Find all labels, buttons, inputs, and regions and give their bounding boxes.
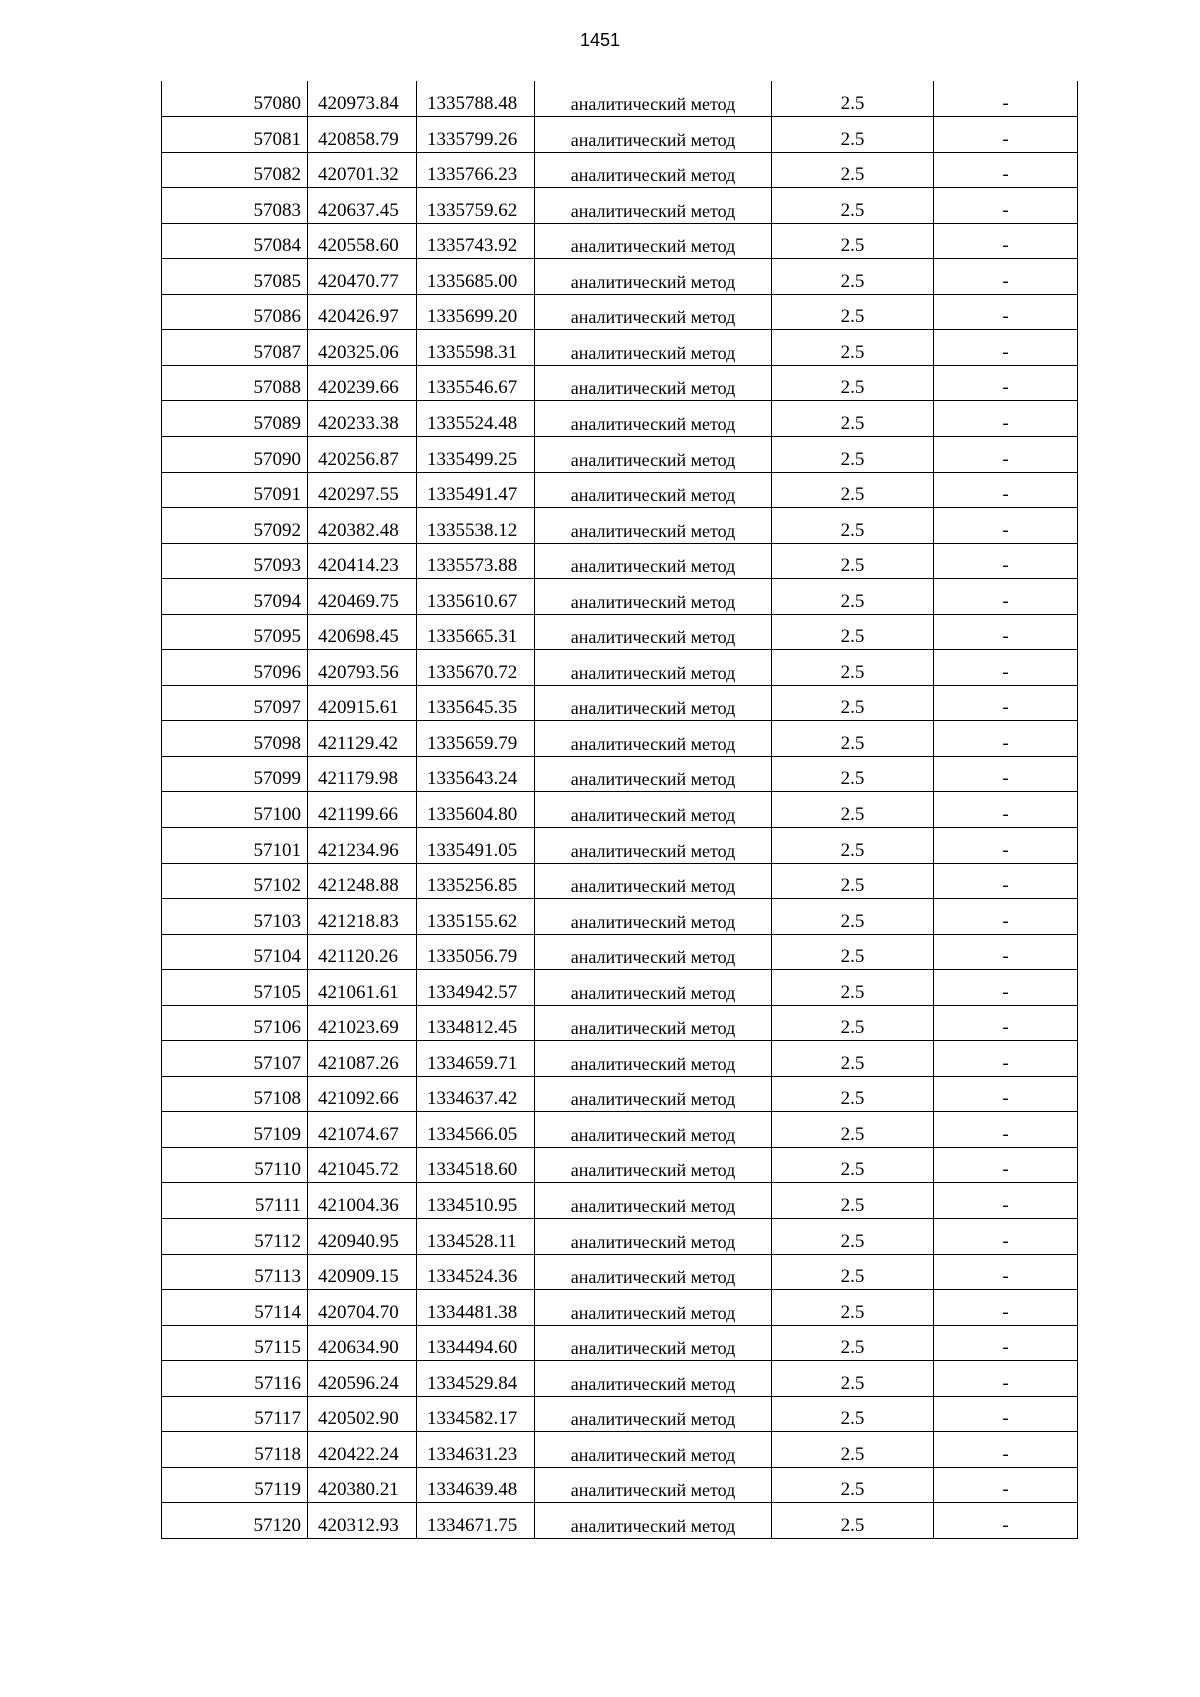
method-cell: аналитический метод [535,863,772,899]
x-coordinate-cell: 420701.32 [308,152,417,188]
method-cell: аналитический метод [535,650,772,686]
x-coordinate-cell: 420426.97 [308,294,417,330]
accuracy-cell: 2.5 [772,721,934,757]
accuracy-cell: 2.5 [772,294,934,330]
table-row [162,330,1078,366]
point-number-cell: 57093 [162,543,308,579]
method-cell: аналитический метод [535,543,772,579]
accuracy-cell: 2.5 [772,899,934,935]
x-coordinate-cell: 420909.15 [308,1254,417,1290]
y-coordinate-cell: 1335743.92 [417,223,535,259]
point-number-cell: 57097 [162,685,308,721]
point-number-cell: 57084 [162,223,308,259]
point-number-cell: 57102 [162,863,308,899]
table-row [162,1183,1078,1219]
method-cell: аналитический метод [535,259,772,295]
table-row [162,756,1078,792]
method-cell: аналитический метод [535,1361,772,1397]
point-number-cell: 57094 [162,579,308,615]
table-row [162,188,1078,224]
note-cell: - [934,579,1078,615]
table-row [162,792,1078,828]
table-row [162,1112,1078,1148]
table-row [162,1467,1078,1503]
method-cell: аналитический метод [535,685,772,721]
accuracy-cell: 2.5 [772,152,934,188]
method-cell: аналитический метод [535,365,772,401]
x-coordinate-cell: 420915.61 [308,685,417,721]
x-coordinate-cell: 421120.26 [308,934,417,970]
x-coordinate-cell: 420325.06 [308,330,417,366]
y-coordinate-cell: 1335491.05 [417,827,535,863]
note-cell: - [934,1432,1078,1468]
note-cell: - [934,970,1078,1006]
table-row [162,1005,1078,1041]
method-cell: аналитический метод [535,1183,772,1219]
point-number-cell: 57085 [162,259,308,295]
note-cell: - [934,1041,1078,1077]
point-number-cell: 57100 [162,792,308,828]
x-coordinate-cell: 420469.75 [308,579,417,615]
note-cell: - [934,330,1078,366]
method-cell: аналитический метод [535,152,772,188]
note-cell: - [934,223,1078,259]
x-coordinate-cell: 421129.42 [308,721,417,757]
x-coordinate-cell: 420793.56 [308,650,417,686]
accuracy-cell: 2.5 [772,1361,934,1397]
point-number-cell: 57095 [162,614,308,650]
y-coordinate-cell: 1335685.00 [417,259,535,295]
accuracy-cell: 2.5 [772,436,934,472]
method-cell: аналитический метод [535,1005,772,1041]
accuracy-cell: 2.5 [772,188,934,224]
point-number-cell: 57090 [162,436,308,472]
y-coordinate-cell: 1335643.24 [417,756,535,792]
y-coordinate-cell: 1335604.80 [417,792,535,828]
point-number-cell: 57106 [162,1005,308,1041]
y-coordinate-cell: 1335645.35 [417,685,535,721]
accuracy-cell: 2.5 [772,863,934,899]
table-row [162,259,1078,295]
x-coordinate-cell: 420558.60 [308,223,417,259]
note-cell: - [934,863,1078,899]
accuracy-cell: 2.5 [772,365,934,401]
point-number-cell: 57108 [162,1076,308,1112]
y-coordinate-cell: 1335538.12 [417,508,535,544]
y-coordinate-cell: 1335610.67 [417,579,535,615]
note-cell: - [934,614,1078,650]
method-cell: аналитический метод [535,1503,772,1539]
accuracy-cell: 2.5 [772,1219,934,1255]
table-row [162,899,1078,935]
table-row [162,365,1078,401]
note-cell: - [934,899,1078,935]
accuracy-cell: 2.5 [772,792,934,828]
table-row [162,508,1078,544]
method-cell: аналитический метод [535,1112,772,1148]
y-coordinate-cell: 1335659.79 [417,721,535,757]
x-coordinate-cell: 420382.48 [308,508,417,544]
table-row [162,472,1078,508]
table-row [162,614,1078,650]
accuracy-cell: 2.5 [772,81,934,117]
point-number-cell: 57082 [162,152,308,188]
x-coordinate-cell: 421179.98 [308,756,417,792]
y-coordinate-cell: 1335155.62 [417,899,535,935]
accuracy-cell: 2.5 [772,401,934,437]
y-coordinate-cell: 1334518.60 [417,1147,535,1183]
x-coordinate-cell: 420297.55 [308,472,417,508]
y-coordinate-cell: 1334671.75 [417,1503,535,1539]
accuracy-cell: 2.5 [772,472,934,508]
point-number-cell: 57116 [162,1361,308,1397]
table-row [162,721,1078,757]
y-coordinate-cell: 1335665.31 [417,614,535,650]
accuracy-cell: 2.5 [772,1076,934,1112]
method-cell: аналитический метод [535,899,772,935]
point-number-cell: 57088 [162,365,308,401]
accuracy-cell: 2.5 [772,1254,934,1290]
method-cell: аналитический метод [535,756,772,792]
x-coordinate-cell: 421199.66 [308,792,417,828]
point-number-cell: 57118 [162,1432,308,1468]
point-number-cell: 57092 [162,508,308,544]
x-coordinate-cell: 420858.79 [308,117,417,153]
method-cell: аналитический метод [535,401,772,437]
table-row [162,1076,1078,1112]
note-cell: - [934,294,1078,330]
point-number-cell: 57080 [162,81,308,117]
point-number-cell: 57087 [162,330,308,366]
method-cell: аналитический метод [535,472,772,508]
table-row [162,1041,1078,1077]
method-cell: аналитический метод [535,1147,772,1183]
method-cell: аналитический метод [535,1219,772,1255]
point-number-cell: 57099 [162,756,308,792]
table-row [162,223,1078,259]
table-row [162,1219,1078,1255]
accuracy-cell: 2.5 [772,1503,934,1539]
point-number-cell: 57115 [162,1325,308,1361]
y-coordinate-cell: 1335759.62 [417,188,535,224]
y-coordinate-cell: 1334510.95 [417,1183,535,1219]
accuracy-cell: 2.5 [772,1005,934,1041]
table-row [162,1396,1078,1432]
x-coordinate-cell: 421248.88 [308,863,417,899]
note-cell: - [934,1219,1078,1255]
y-coordinate-cell: 1334494.60 [417,1325,535,1361]
note-cell: - [934,472,1078,508]
table-row [162,1254,1078,1290]
table-row [162,152,1078,188]
accuracy-cell: 2.5 [772,330,934,366]
x-coordinate-cell: 420634.90 [308,1325,417,1361]
accuracy-cell: 2.5 [772,117,934,153]
note-cell: - [934,365,1078,401]
table-row [162,436,1078,472]
table-row [162,1361,1078,1397]
x-coordinate-cell: 421045.72 [308,1147,417,1183]
method-cell: аналитический метод [535,970,772,1006]
note-cell: - [934,1254,1078,1290]
note-cell: - [934,685,1078,721]
note-cell: - [934,934,1078,970]
note-cell: - [934,650,1078,686]
method-cell: аналитический метод [535,934,772,970]
accuracy-cell: 2.5 [772,614,934,650]
accuracy-cell: 2.5 [772,756,934,792]
y-coordinate-cell: 1334529.84 [417,1361,535,1397]
table-row [162,650,1078,686]
x-coordinate-cell: 420414.23 [308,543,417,579]
point-number-cell: 57098 [162,721,308,757]
note-cell: - [934,81,1078,117]
point-number-cell: 57101 [162,827,308,863]
method-cell: аналитический метод [535,1041,772,1077]
point-number-cell: 57110 [162,1147,308,1183]
x-coordinate-cell: 420973.84 [308,81,417,117]
accuracy-cell: 2.5 [772,1183,934,1219]
y-coordinate-cell: 1334659.71 [417,1041,535,1077]
x-coordinate-cell: 421061.61 [308,970,417,1006]
point-number-cell: 57111 [162,1183,308,1219]
x-coordinate-cell: 420470.77 [308,259,417,295]
x-coordinate-cell: 420637.45 [308,188,417,224]
y-coordinate-cell: 1334582.17 [417,1396,535,1432]
accuracy-cell: 2.5 [772,934,934,970]
note-cell: - [934,152,1078,188]
x-coordinate-cell: 420704.70 [308,1290,417,1326]
accuracy-cell: 2.5 [772,1112,934,1148]
point-number-cell: 57103 [162,899,308,935]
note-cell: - [934,543,1078,579]
x-coordinate-cell: 421004.36 [308,1183,417,1219]
x-coordinate-cell: 420698.45 [308,614,417,650]
point-number-cell: 57089 [162,401,308,437]
method-cell: аналитический метод [535,614,772,650]
table-row [162,934,1078,970]
note-cell: - [934,1325,1078,1361]
table-row [162,970,1078,1006]
accuracy-cell: 2.5 [772,508,934,544]
y-coordinate-cell: 1335573.88 [417,543,535,579]
table-row [162,117,1078,153]
x-coordinate-cell: 421234.96 [308,827,417,863]
x-coordinate-cell: 420422.24 [308,1432,417,1468]
method-cell: аналитический метод [535,827,772,863]
method-cell: аналитический метод [535,792,772,828]
note-cell: - [934,117,1078,153]
accuracy-cell: 2.5 [772,1147,934,1183]
point-number-cell: 57083 [162,188,308,224]
note-cell: - [934,756,1078,792]
point-number-cell: 57086 [162,294,308,330]
accuracy-cell: 2.5 [772,1041,934,1077]
note-cell: - [934,1290,1078,1326]
note-cell: - [934,827,1078,863]
accuracy-cell: 2.5 [772,259,934,295]
x-coordinate-cell: 421023.69 [308,1005,417,1041]
y-coordinate-cell: 1335699.20 [417,294,535,330]
table-row [162,1432,1078,1468]
point-number-cell: 57096 [162,650,308,686]
method-cell: аналитический метод [535,1076,772,1112]
y-coordinate-cell: 1334566.05 [417,1112,535,1148]
point-number-cell: 57117 [162,1396,308,1432]
point-number-cell: 57081 [162,117,308,153]
y-coordinate-cell: 1335491.47 [417,472,535,508]
y-coordinate-cell: 1334942.57 [417,970,535,1006]
accuracy-cell: 2.5 [772,1290,934,1326]
table-row [162,81,1078,117]
accuracy-cell: 2.5 [772,650,934,686]
coordinates-table-body [162,81,1078,1538]
table-row [162,543,1078,579]
x-coordinate-cell: 421092.66 [308,1076,417,1112]
table-row [162,579,1078,615]
note-cell: - [934,1503,1078,1539]
y-coordinate-cell: 1334812.45 [417,1005,535,1041]
accuracy-cell: 2.5 [772,1396,934,1432]
y-coordinate-cell: 1335056.79 [417,934,535,970]
y-coordinate-cell: 1334631.23 [417,1432,535,1468]
x-coordinate-cell: 420940.95 [308,1219,417,1255]
table-row [162,1290,1078,1326]
point-number-cell: 57109 [162,1112,308,1148]
y-coordinate-cell: 1334524.36 [417,1254,535,1290]
note-cell: - [934,1396,1078,1432]
accuracy-cell: 2.5 [772,1432,934,1468]
table-row [162,401,1078,437]
page-number: 1451 [579,30,621,50]
y-coordinate-cell: 1335598.31 [417,330,535,366]
point-number-cell: 57120 [162,1503,308,1539]
y-coordinate-cell: 1335788.48 [417,81,535,117]
point-number-cell: 57091 [162,472,308,508]
table-row [162,685,1078,721]
note-cell: - [934,721,1078,757]
x-coordinate-cell: 421074.67 [308,1112,417,1148]
note-cell: - [934,508,1078,544]
x-coordinate-cell: 420256.87 [308,436,417,472]
coordinates-table [161,81,1078,1539]
accuracy-cell: 2.5 [772,827,934,863]
table-row [162,294,1078,330]
y-coordinate-cell: 1334637.42 [417,1076,535,1112]
y-coordinate-cell: 1335670.72 [417,650,535,686]
x-coordinate-cell: 421218.83 [308,899,417,935]
method-cell: аналитический метод [535,579,772,615]
accuracy-cell: 2.5 [772,579,934,615]
method-cell: аналитический метод [535,188,772,224]
point-number-cell: 57114 [162,1290,308,1326]
table-row [162,1147,1078,1183]
method-cell: аналитический метод [535,1254,772,1290]
accuracy-cell: 2.5 [772,685,934,721]
method-cell: аналитический метод [535,1432,772,1468]
x-coordinate-cell: 420596.24 [308,1361,417,1397]
accuracy-cell: 2.5 [772,543,934,579]
y-coordinate-cell: 1335766.23 [417,152,535,188]
note-cell: - [934,1467,1078,1503]
y-coordinate-cell: 1335256.85 [417,863,535,899]
point-number-cell: 57112 [162,1219,308,1255]
method-cell: аналитический метод [535,1290,772,1326]
x-coordinate-cell: 420312.93 [308,1503,417,1539]
y-coordinate-cell: 1335799.26 [417,117,535,153]
method-cell: аналитический метод [535,294,772,330]
note-cell: - [934,1147,1078,1183]
method-cell: аналитический метод [535,81,772,117]
method-cell: аналитический метод [535,1396,772,1432]
note-cell: - [934,259,1078,295]
accuracy-cell: 2.5 [772,1467,934,1503]
note-cell: - [934,401,1078,437]
note-cell: - [934,436,1078,472]
note-cell: - [934,1005,1078,1041]
note-cell: - [934,188,1078,224]
point-number-cell: 57104 [162,934,308,970]
note-cell: - [934,1361,1078,1397]
note-cell: - [934,1183,1078,1219]
x-coordinate-cell: 420502.90 [308,1396,417,1432]
table-row [162,1503,1078,1539]
table-row [162,827,1078,863]
point-number-cell: 57113 [162,1254,308,1290]
note-cell: - [934,792,1078,828]
method-cell: аналитический метод [535,1467,772,1503]
accuracy-cell: 2.5 [772,223,934,259]
y-coordinate-cell: 1335524.48 [417,401,535,437]
accuracy-cell: 2.5 [772,970,934,1006]
method-cell: аналитический метод [535,436,772,472]
method-cell: аналитический метод [535,223,772,259]
accuracy-cell: 2.5 [772,1325,934,1361]
method-cell: аналитический метод [535,508,772,544]
y-coordinate-cell: 1334528.11 [417,1219,535,1255]
note-cell: - [934,1076,1078,1112]
x-coordinate-cell: 421087.26 [308,1041,417,1077]
y-coordinate-cell: 1335499.25 [417,436,535,472]
note-cell: - [934,1112,1078,1148]
y-coordinate-cell: 1334639.48 [417,1467,535,1503]
y-coordinate-cell: 1335546.67 [417,365,535,401]
method-cell: аналитический метод [535,117,772,153]
table-row [162,1325,1078,1361]
method-cell: аналитический метод [535,721,772,757]
point-number-cell: 57105 [162,970,308,1006]
method-cell: аналитический метод [535,1325,772,1361]
x-coordinate-cell: 420239.66 [308,365,417,401]
method-cell: аналитический метод [535,330,772,366]
point-number-cell: 57107 [162,1041,308,1077]
table-row [162,863,1078,899]
x-coordinate-cell: 420233.38 [308,401,417,437]
point-number-cell: 57119 [162,1467,308,1503]
x-coordinate-cell: 420380.21 [308,1467,417,1503]
y-coordinate-cell: 1334481.38 [417,1290,535,1326]
